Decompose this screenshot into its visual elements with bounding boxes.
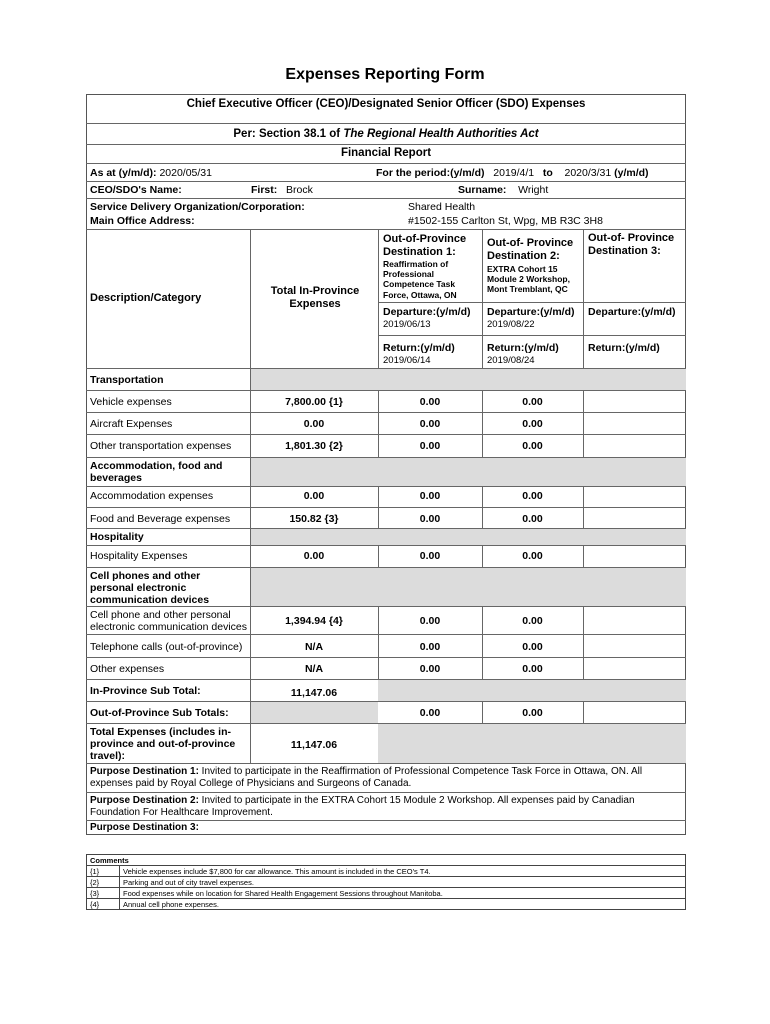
in-province-subtotal-label: In-Province Sub Total:	[90, 685, 201, 697]
dest2-desc: EXTRA Cohort 15 Module 2 Workshop, Mont Tremblant, QC	[487, 264, 570, 295]
dest1-departure-label: Departure:(y/m/d)	[383, 306, 471, 318]
table-cell: 0.00	[522, 490, 543, 502]
table-row-label: Cell phone and other personal electronic communication devices	[90, 609, 247, 634]
table-cell: 0.00	[522, 418, 543, 430]
total-expenses: 11,147.06	[290, 739, 338, 751]
table-cell: 0.00	[522, 663, 543, 675]
dest1-departure: 2019/06/13	[383, 319, 431, 330]
purpose-destination-2: Purpose Destination 2: Invited to participate in the EXTRA Cohort 15 Module 2 Workshop. All expenses paid by Canadian Foundation For Healthcare Improvement.	[90, 795, 635, 818]
org-value: Shared Health	[408, 201, 476, 213]
table-row-label: Accommodation expenses	[90, 490, 214, 502]
table-cell: 1,801.30 {2}	[285, 440, 343, 452]
table-cell: 0.00	[419, 663, 441, 675]
ceo-name-label: CEO/SDO's Name:	[90, 184, 182, 196]
dest3-return-label: Return:(y/m/d)	[588, 342, 660, 354]
comments-table	[86, 854, 686, 910]
comments-heading: Comments	[87, 855, 686, 866]
address-label: Main Office Address:	[90, 215, 195, 227]
table-row: {1} Vehicle expenses include $7,800 for car allowance. This amount is included in the CEO's T4.	[87, 866, 686, 877]
table-cell: 0.00	[419, 513, 441, 525]
out-province-subtotal-d2: 0.00	[522, 707, 543, 719]
financial-report-label: Financial Report	[340, 147, 432, 159]
section-transportation: Transportation	[90, 374, 164, 386]
table-cell: N/A	[304, 641, 324, 653]
table-cell: 150.82 {3}	[289, 513, 339, 525]
table-cell: 0.00	[303, 490, 325, 502]
purpose-destination-1: Purpose Destination 1: Invited to participate in the Reaffirmation of Professional Competence Task Force in Ottawa, ON. All expenses paid by Royal College of Physicians and Surgeons of Canada.	[90, 766, 643, 789]
table-cell: 0.00	[419, 615, 441, 627]
table-cell: N/A	[304, 663, 324, 675]
dest1-desc: Reaffirmation of Professional Competence Task Force, Ottawa, ON	[383, 259, 457, 300]
dest1-return: 2019/06/14	[383, 355, 431, 366]
table-cell: 0.00	[522, 513, 543, 525]
description-header: Description/Category	[90, 292, 202, 304]
table-row-label: Aircraft Expenses	[90, 418, 173, 430]
address-value: #1502-155 Carlton St, Wpg, MB R3C 3H8	[408, 215, 603, 227]
table-row-label: Telephone calls (out-of-province)	[90, 641, 243, 653]
table-row: {3} Food expenses while on location for Shared Health Engagement Sessions throughout Manitoba.	[87, 888, 686, 899]
section-cell-phones: Cell phones and other personal electronic communication devices	[90, 570, 210, 607]
table-cell: 0.00	[419, 641, 441, 653]
header-section: Per: Section 38.1 of The Regional Health Authorities Act	[233, 128, 539, 140]
dest2-return: 2019/08/24	[487, 355, 535, 366]
table-cell: 0.00	[419, 440, 441, 452]
period: For the period:(y/m/d) 2019/4/1 to 2020/3/31 (y/m/d)	[376, 167, 649, 179]
table-cell: 0.00	[419, 490, 441, 502]
in-province-subtotal: 11,147.06	[290, 687, 338, 699]
table-row-label: Food and Beverage expenses	[90, 513, 231, 525]
table-cell: 0.00	[522, 641, 543, 653]
table-row-label: Other transportation expenses	[90, 440, 232, 452]
table-cell: 0.00	[303, 550, 325, 562]
table-cell: 0.00	[419, 550, 441, 562]
purpose-destination-3: Purpose Destination 3:	[90, 822, 199, 833]
act-name: The Regional Health Authorities Act	[343, 128, 539, 140]
table-cell: 7,800.00 {1}	[285, 396, 343, 408]
surname: Surname: Wright	[458, 184, 549, 196]
table-cell: 0.00	[419, 396, 441, 408]
table-cell: 1,394.94 {4}	[285, 615, 343, 627]
table-cell: 0.00	[303, 418, 325, 430]
table-cell: 0.00	[522, 550, 543, 562]
dest2-departure-label: Departure:(y/m/d)	[487, 306, 575, 318]
table-row-label: Hospitality Expenses	[90, 550, 188, 562]
out-province-subtotal-label: Out-of-Province Sub Totals:	[90, 707, 229, 719]
dest3-title: Out-of- Province Destination 3:	[588, 232, 675, 257]
table-row-label: Other expenses	[90, 663, 165, 675]
table-cell: 0.00	[522, 396, 543, 408]
dest2-departure: 2019/08/22	[487, 319, 535, 330]
table-cell: 0.00	[522, 615, 543, 627]
first-name: First: Brock	[251, 184, 313, 196]
total-expenses-label: Total Expenses (includes in-province and out-of-province travel):	[90, 726, 236, 763]
table-row: {4} Annual cell phone expenses.	[87, 899, 686, 910]
table-row: {2} Parking and out of city travel expenses.	[87, 877, 686, 888]
in-province-header: Total In-Province Expenses	[270, 285, 360, 310]
table-cell: 0.00	[522, 440, 543, 452]
dest2-return-label: Return:(y/m/d)	[487, 342, 559, 354]
table-row-label: Vehicle expenses	[90, 396, 172, 408]
header-title: Chief Executive Officer (CEO)/Designated Senior Officer (SDO) Expenses	[186, 98, 586, 110]
table-cell: 0.00	[419, 418, 441, 430]
as-at: As at (y/m/d): 2020/05/31	[90, 167, 212, 179]
org-label: Service Delivery Organization/Corporation:	[90, 201, 305, 213]
out-province-subtotal-d1: 0.00	[419, 707, 441, 719]
dest1-title: Out-of-Province Destination 1:	[383, 233, 467, 258]
dest3-departure-label: Departure:(y/m/d)	[588, 306, 676, 318]
section-hospitality: Hospitality	[90, 531, 144, 543]
dest1-return-label: Return:(y/m/d)	[383, 342, 455, 354]
section-accommodation: Accommodation, food and beverages	[90, 460, 223, 485]
form-title: Expenses Reporting Form	[285, 66, 485, 83]
dest2-title: Out-of- Province Destination 2:	[487, 237, 574, 262]
